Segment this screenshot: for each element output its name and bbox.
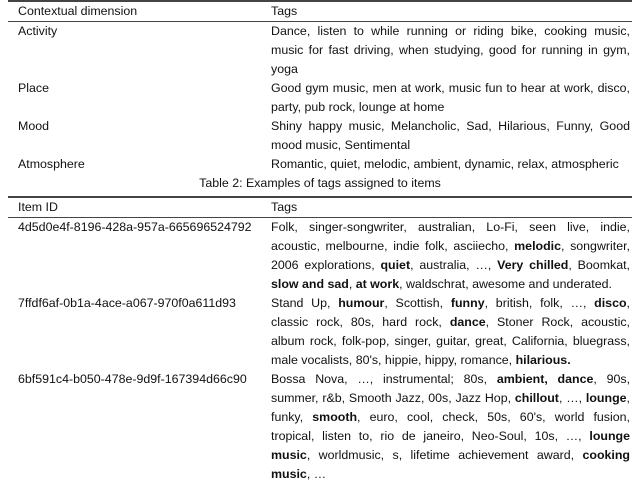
- dimension-cell: Activity: [18, 24, 58, 38]
- table-row: [8, 117, 632, 155]
- highlighted-tag: dance: [449, 315, 486, 329]
- dimension-cell: Mood: [18, 119, 49, 133]
- highlighted-tag: at work: [355, 277, 400, 291]
- tag-text: , 90s, summer, r&b, Smooth Jazz, 00s, Jazz Hop,: [271, 372, 631, 405]
- tags-cell: [261, 294, 632, 370]
- dimension-cell: Atmosphere: [18, 157, 85, 171]
- table-header-row: [8, 1, 632, 22]
- tag-text: Folk, singer-songwriter, australian, Lo-Fi, seen live, indie, acoustic, melbourne, indie folk, asciiecho,: [271, 220, 630, 253]
- highlighted-tag: chillout: [514, 391, 559, 405]
- tags-cell: Dance, listen to while running or riding bike, cooking music, music for fast driving, when studying, good for running in gym, yoga: [271, 24, 630, 76]
- table-header-row: [8, 197, 632, 218]
- tags-cell: [261, 218, 632, 295]
- tag-text: , songwriter, 2006 explorations,: [271, 239, 630, 272]
- tag-text: , british, folk, …,: [484, 296, 595, 310]
- tag-text: , Boomkat,: [568, 258, 630, 272]
- tag-text: , …: [306, 467, 327, 481]
- item-tags-table: [8, 196, 632, 484]
- highlighted-tag: melodic: [514, 239, 561, 253]
- header-contextual-dimension: Contextual dimension: [18, 4, 138, 18]
- tag-text: , funky,: [271, 391, 630, 424]
- highlighted-tag: lounge music: [271, 429, 630, 462]
- table-row: [8, 218, 632, 295]
- tag-text: , worldmusic, s, lifetime achievement award,: [306, 448, 583, 462]
- tag-text: , Scottish,: [384, 296, 451, 310]
- tag-text: , euro, cool, check, 50s, 60's, world fusion, tropical, listen to, rio de janeiro, Neo-Soul, 10s, …,: [271, 410, 630, 443]
- table-row: [8, 370, 632, 484]
- tag-text: , Stoner Rock, acoustic, album rock, folk-pop, singer, guitar, great, California, bluegrass, male vocalists, 80's, hippie, hippy, romance,: [271, 315, 630, 367]
- highlighted-tag: funny: [450, 296, 485, 310]
- tag-text: ,: [348, 277, 356, 291]
- table-row: [8, 22, 632, 80]
- table-row: [8, 155, 632, 174]
- item-id-cell: 7ffdf6af-0b1a-4ace-a067-970f0a611d93: [18, 296, 236, 310]
- highlighted-tag: ambient, dance: [496, 372, 594, 386]
- highlighted-tag: disco: [594, 296, 627, 310]
- tags-cell: Shiny happy music, Melancholic, Sad, Hilarious, Funny, Good mood music, Sentimental: [271, 119, 630, 152]
- item-id-cell: 6bf591c4-b050-478e-9d9f-167394d66c90: [18, 372, 247, 386]
- highlighted-tag: Very chilled: [497, 258, 569, 272]
- table-row: [8, 294, 632, 370]
- header-tags: Tags: [271, 4, 298, 18]
- tag-text: , waldschrat, awesome and underated.: [399, 277, 612, 291]
- tags-cell: Good gym music, men at work, music fun to hear at work, disco, party, pub rock, lounge at home: [271, 81, 630, 114]
- item-id-cell: 4d5d0e4f-8196-428a-957a-665696524792: [18, 220, 252, 234]
- highlighted-tag: humour: [338, 296, 385, 310]
- highlighted-tag: cooking music: [271, 448, 630, 481]
- tag-text: , classic rock, 80s, hard rock,: [271, 296, 630, 329]
- highlighted-tag: slow and sad: [271, 277, 349, 291]
- table-row: [8, 79, 632, 117]
- tag-text: , …,: [558, 391, 586, 405]
- highlighted-tag: quiet: [380, 258, 411, 272]
- tags-cell: Romantic, quiet, melodic, ambient, dynamic, relax, atmospheric: [271, 157, 619, 171]
- tag-text: Bossa Nova, …, instrumental; 80s,: [271, 372, 497, 386]
- contextual-dimensions-table: [8, 0, 632, 174]
- header-tags: Tags: [271, 200, 298, 214]
- table-caption: Table 2: Examples of tags assigned to items: [199, 176, 441, 190]
- highlighted-tag: lounge: [585, 391, 627, 405]
- tag-text: , australia, …,: [410, 258, 498, 272]
- highlighted-tag: smooth: [312, 410, 358, 424]
- highlighted-tag: hilarious.: [515, 353, 571, 367]
- tag-text: Stand Up,: [271, 296, 339, 310]
- tags-cell: [261, 370, 632, 484]
- dimension-cell: Place: [18, 81, 49, 95]
- header-item-id: Item ID: [18, 200, 58, 214]
